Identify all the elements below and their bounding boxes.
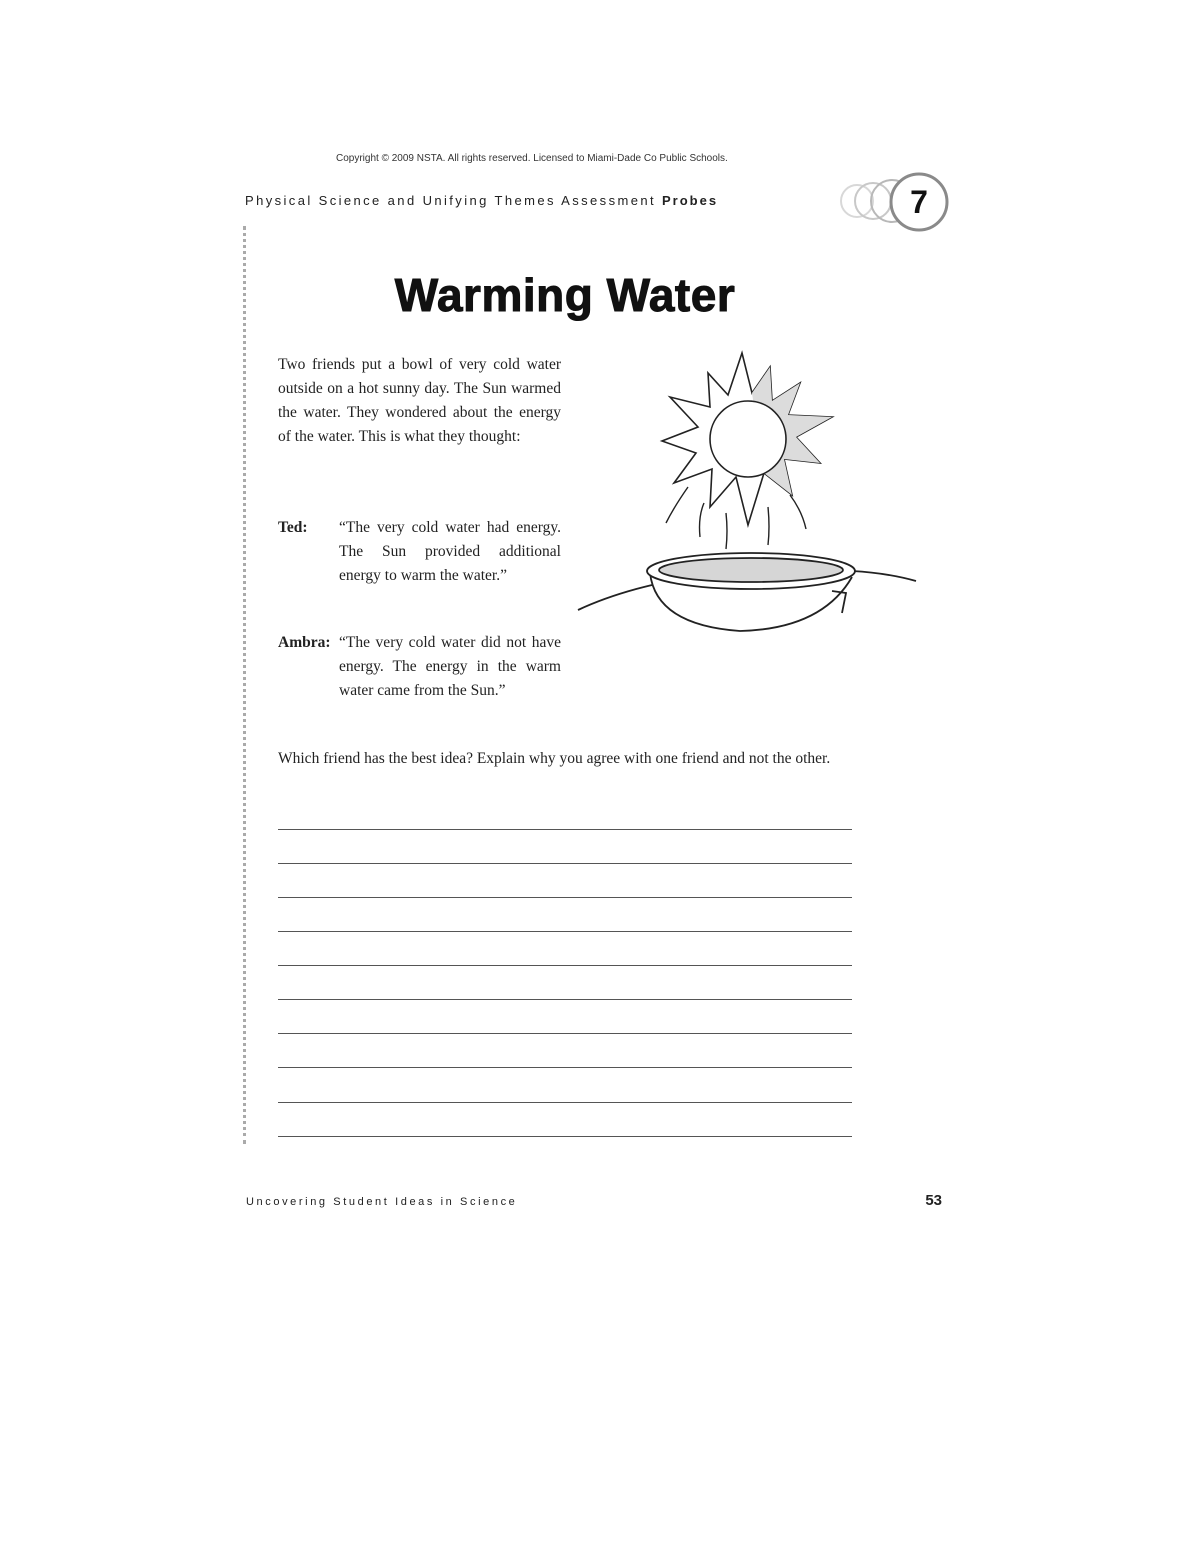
answer-line[interactable] xyxy=(278,965,852,966)
answer-line[interactable] xyxy=(278,863,852,864)
answer-line[interactable] xyxy=(278,1033,852,1034)
speaker-ambra xyxy=(278,631,561,703)
speaker-quote: “The very cold water did not have energy. The energy in the warm water came from the Sun.” xyxy=(339,634,561,699)
heat-ray-lines xyxy=(666,487,806,549)
page-title: Warming Water xyxy=(394,269,736,321)
running-header-bold-text: Probes xyxy=(662,193,719,208)
answer-line[interactable] xyxy=(278,897,852,898)
answer-line[interactable] xyxy=(278,999,852,1000)
badge-ring-1 xyxy=(841,185,873,217)
copyright-notice: Copyright © 2009 NSTA. All rights reserved. Licensed to Miami-Dade Co Public Schools. xyxy=(336,153,728,164)
intro-paragraph: Two friends put a bowl of very cold water outside on a hot sunny day. The Sun warmed the water. They wondered about the energy of the water. This is what they thought: xyxy=(278,356,561,445)
footer-book-title: Uncovering Student Ideas in Science xyxy=(246,1196,518,1208)
speaker-name: Ted: xyxy=(278,519,308,536)
speaker-name: Ambra: xyxy=(278,634,331,651)
probe-number-badge xyxy=(835,168,955,238)
speaker-ted xyxy=(278,516,561,588)
speaker-quote: “The very cold water had energy. The Sun provided additional energy to warm the water.” xyxy=(339,519,561,584)
answer-line[interactable] xyxy=(278,1102,852,1103)
page-number: 53 xyxy=(925,1192,942,1209)
bowl-icon xyxy=(578,553,916,631)
answer-line[interactable] xyxy=(278,931,852,932)
answer-line[interactable] xyxy=(278,1067,852,1068)
sun-icon xyxy=(662,353,832,525)
sun-and-bowl-illustration xyxy=(570,345,930,645)
answer-line[interactable] xyxy=(278,1136,852,1137)
running-header xyxy=(245,193,718,208)
answer-line[interactable] xyxy=(278,829,852,830)
question-prompt: Which friend has the best idea? Explain why you agree with one friend and not the other. xyxy=(278,750,831,767)
running-header-text: Physical Science and Unifying Themes Assessment xyxy=(245,193,656,208)
probe-number: 7 xyxy=(910,184,928,220)
margin-dotted-rule xyxy=(243,226,246,1144)
